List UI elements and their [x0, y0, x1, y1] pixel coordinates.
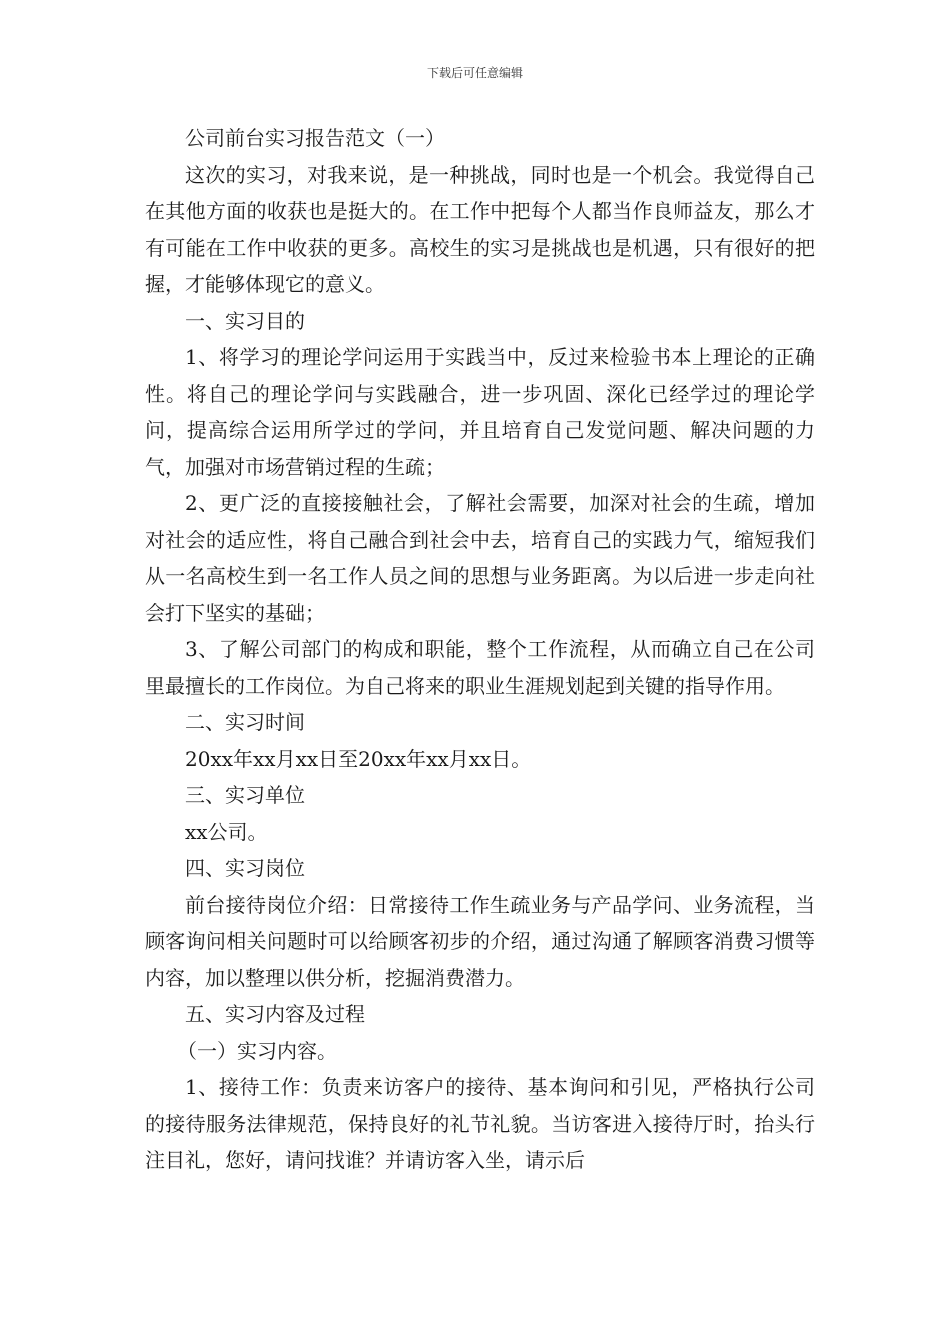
subsection-heading-content: （一）实习内容。 — [177, 1038, 337, 1063]
paragraph-purpose-1: 1、将学习的理论学问运用于实践当中，反过来检验书本上理论的正确性。将自己的理论学问与实践融合，进一步巩固、深化已经学过的理论学问，提高综合运用所学过的学问，并且培育自己发觉问题、解决问题的力气，加强对市场营销过程的生疏； — [145, 345, 815, 479]
paragraph-unit: xx公司。 — [185, 819, 268, 844]
section-heading-position: 四、实习岗位 — [185, 856, 305, 880]
section-heading-unit: 三、实习单位 — [185, 783, 305, 807]
section-heading-time: 二、实习时间 — [185, 710, 305, 734]
paragraph-position: 前台接待岗位介绍：日常接待工作生疏业务与产品学问、业务流程，当顾客询问相关问题时可以给顾客初步的介绍，通过沟通了解顾客消费习惯等内容，加以整理以供分析，挖掘消费潜力。 — [145, 892, 815, 990]
paragraph-time: 20xx年xx月xx日至20xx年xx月xx日。 — [185, 746, 532, 771]
document-title: 公司前台实习报告范文（一） — [185, 126, 445, 150]
page-header: 下载后可任意编辑 — [426, 66, 523, 80]
section-heading-content: 五、实习内容及过程 — [185, 1002, 365, 1026]
paragraph-intro: 这次的实习，对我来说，是一种挑战，同时也是一个机会。我觉得自己在其他方面的收获也是挺大的。在工作中把每个人都当作良师益友，那么才有可能在工作中收获的更多。高校生的实习是挑战也是机遇，只有很好的把握，才能够体现它的意义。 — [145, 162, 815, 296]
paragraph-reception: 1、接待工作：负责来访客户的接待、基本询问和引见，严格执行公司的接待服务法律规范，保持良好的礼节礼貌。当访客进入接待厅时，抬头行注目礼，您好，请问找谁？并请访客入坐，请示后 — [145, 1075, 815, 1172]
paragraph-purpose-2: 2、更广泛的直接接触社会，了解社会需要，加深对社会的生疏，增加对社会的适应性，将自己融合到社会中去，培育自己的实践力气，缩短我们从一名高校生到一名工作人员之间的思想与业务距离。为以后进一步走向社会打下坚实的基础； — [145, 491, 815, 625]
document-body — [145, 120, 815, 1179]
section-heading-purpose: 一、实习目的 — [185, 308, 305, 333]
paragraph-purpose-3: 3、了解公司部门的构成和职能，整个工作流程，从而确立自己在公司里最擅长的工作岗位。为自己将来的职业生涯规划起到关键的指导作用。 — [145, 637, 815, 698]
